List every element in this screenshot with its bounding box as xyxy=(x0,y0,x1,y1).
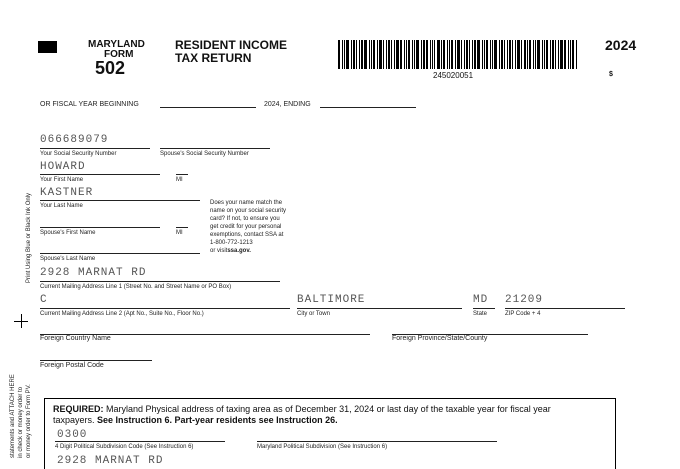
barcode-bar xyxy=(486,40,488,69)
barcode-bar xyxy=(359,40,360,69)
barcode-bar xyxy=(342,40,343,69)
barcode-bar xyxy=(356,40,357,69)
state-underline xyxy=(473,308,495,309)
spouse-ssn-field[interactable] xyxy=(160,148,270,149)
physical-address-value[interactable]: 2928 MARNAT RD xyxy=(57,455,164,467)
ink-instruction: Print Using Blue or Black Ink Only xyxy=(26,192,32,283)
barcode-bar xyxy=(560,40,563,69)
barcode-bar xyxy=(461,40,462,69)
mi-label: MI xyxy=(176,177,183,183)
barcode-bar xyxy=(507,40,508,69)
spouse-last-field[interactable] xyxy=(40,253,200,254)
barcode-bar xyxy=(386,40,387,69)
barcode-bar xyxy=(504,40,505,69)
barcode-bar xyxy=(576,40,577,69)
barcode-bar xyxy=(369,40,370,69)
barcode-bar xyxy=(564,40,566,69)
barcode-bar xyxy=(394,40,395,69)
barcode-bar xyxy=(388,40,390,69)
attach-instruction-2: in check or money order to xyxy=(18,386,24,458)
subdivision-field[interactable] xyxy=(257,441,497,442)
zip-value[interactable]: 21209 xyxy=(505,294,544,306)
barcode-bar xyxy=(371,40,372,69)
registration-mark xyxy=(21,314,22,328)
barcode-bar xyxy=(474,40,476,69)
barcode-bar xyxy=(344,40,345,69)
state-label: State xyxy=(473,311,488,317)
corner-mark xyxy=(38,41,57,53)
mi-field[interactable] xyxy=(176,174,188,175)
barcode-bar xyxy=(421,40,422,69)
spouse-ssn-label: Spouse's Social Security Number xyxy=(160,151,249,157)
ssn-underline xyxy=(40,148,150,149)
barcode-bar xyxy=(484,40,485,69)
barcode-bar xyxy=(469,40,470,69)
required-text xyxy=(53,404,551,426)
form-number: 502 xyxy=(95,58,126,78)
ssa-link[interactable]: ssa.gov. xyxy=(227,248,251,254)
barcode-bar xyxy=(558,40,559,69)
last-name-label: Your Last Name xyxy=(40,203,83,209)
barcode-bar xyxy=(400,40,402,69)
last-name-value[interactable]: KASTNER xyxy=(40,187,94,199)
ssa-note-line: get credit for your personal xyxy=(210,224,282,230)
barcode-bar xyxy=(542,40,543,69)
barcode-bar xyxy=(527,40,528,69)
barcode-bar xyxy=(482,40,483,69)
barcode-bar xyxy=(377,40,378,69)
required-line-1 xyxy=(53,404,551,415)
barcode-bar xyxy=(416,40,419,69)
foreign-country-label: Foreign Country Name xyxy=(40,335,111,342)
zip-underline xyxy=(505,308,625,309)
barcode-number: 245020051 xyxy=(433,71,474,80)
address2-label: Current Mailing Address Line 2 (Apt No., Suite No., Floor No.) xyxy=(40,311,204,317)
barcode-bar xyxy=(472,40,473,69)
spouse-first-label: Spouse's First Name xyxy=(40,230,96,236)
form-title-1: RESIDENT INCOME xyxy=(175,38,288,52)
ssn-value[interactable]: 066689079 xyxy=(40,134,109,146)
barcode-bar xyxy=(524,40,526,69)
barcode-bar xyxy=(351,40,352,69)
barcode-bar xyxy=(373,40,375,69)
fiscal-ending-label: 2024, ENDING xyxy=(264,101,311,108)
barcode-bar xyxy=(517,40,520,69)
barcode-bar xyxy=(550,40,551,69)
fiscal-begin-field[interactable] xyxy=(160,107,256,108)
required-desc: Maryland Physical address of taxing area as of December 31, 2024 or last day of the taxable year for fiscal year xyxy=(103,404,551,414)
address2-underline xyxy=(40,308,290,309)
subdivision-label: Maryland Political Subdivision (See Instruction 6) xyxy=(257,444,388,450)
ssa-note-line: Does your name match the xyxy=(210,200,283,206)
barcode-bar xyxy=(338,40,340,69)
form-state: MARYLAND xyxy=(88,39,145,50)
barcode-bar xyxy=(494,40,497,69)
foreign-postal-label: Foreign Postal Code xyxy=(40,362,104,369)
barcode-bar xyxy=(568,40,569,69)
barcode-bar xyxy=(437,40,440,69)
barcode-bar xyxy=(533,40,534,69)
required-bold: REQUIRED: xyxy=(53,404,104,414)
barcode-bar xyxy=(490,40,491,69)
ssa-note-line: 1-800-772-1213 xyxy=(210,240,253,246)
fiscal-ending-field[interactable] xyxy=(320,107,416,108)
address2-value[interactable]: C xyxy=(40,294,48,306)
barcode-bar xyxy=(406,40,407,69)
required-instruction: See Instruction 6. Part-year residents see Instruction 26. xyxy=(97,415,338,425)
barcode-bar xyxy=(441,40,442,69)
barcode-bar xyxy=(364,40,367,69)
first-name-label: Your First Name xyxy=(40,177,84,183)
barcode-bar xyxy=(544,40,545,69)
barcode-bar xyxy=(521,40,522,69)
required-section xyxy=(44,398,616,469)
last-name-underline xyxy=(40,200,200,201)
subdivision-code-label: 4 Digit Political Subdivision Code (See Instruction 6) xyxy=(55,444,194,450)
barcode-bar xyxy=(535,40,536,69)
barcode-bar xyxy=(492,40,493,69)
barcode-bar xyxy=(477,40,480,69)
barcode-bar xyxy=(383,40,384,69)
barcode-bar xyxy=(546,40,548,69)
barcode-bar xyxy=(408,40,410,69)
ssa-note-line: card? If not, to ensure you xyxy=(210,216,280,222)
tax-year: 2024 xyxy=(605,37,637,53)
barcode-bar xyxy=(426,40,428,69)
ssa-note xyxy=(210,199,286,255)
ssa-note-line: name on your social security xyxy=(210,208,287,214)
required-line-2 xyxy=(53,415,551,426)
ssa-note-line: exemptions, contact SSA at xyxy=(210,232,284,238)
address1-underline xyxy=(40,281,280,282)
barcode-bar xyxy=(414,40,415,69)
attach-instruction-3: or money order to Form PV. xyxy=(26,384,32,458)
foreign-province-label: Foreign Province/State/County xyxy=(392,335,488,342)
barcode-bar xyxy=(466,40,468,69)
state-value[interactable]: MD xyxy=(473,294,489,306)
fiscal-begin-label: OR FISCAL YEAR BEGINNING xyxy=(40,101,139,108)
barcode-bar xyxy=(432,40,433,69)
barcode-bar xyxy=(423,40,425,69)
ssn-label: Your Social Security Number xyxy=(40,151,117,157)
required-plain: taxpayers. xyxy=(53,415,98,425)
city-value[interactable]: BALTIMORE xyxy=(297,294,366,306)
spouse-mi-field[interactable] xyxy=(176,227,188,228)
barcode-bar xyxy=(451,40,453,69)
first-name-underline xyxy=(40,174,160,175)
city-underline xyxy=(297,308,462,309)
ssa-note-prefix: or visit xyxy=(210,248,228,254)
barcode-bar xyxy=(412,40,413,69)
barcode-bar xyxy=(434,40,435,69)
barcode-bar xyxy=(391,40,392,69)
barcode-bar xyxy=(396,40,399,69)
form-title-2: TAX RETURN xyxy=(175,51,252,65)
barcode-bar xyxy=(529,40,531,69)
barcode-bar xyxy=(552,40,554,69)
barcode-bar xyxy=(572,40,574,69)
attach-instruction-1: statements and ATTACH HERE xyxy=(10,374,16,458)
barcode-bar xyxy=(509,40,511,69)
subdivision-code-value[interactable]: 0300 xyxy=(57,429,88,441)
form-word: FORM xyxy=(104,49,134,60)
first-name-value[interactable]: HOWARD xyxy=(40,161,86,173)
barcode-bar xyxy=(501,40,503,69)
barcode-bar xyxy=(455,40,456,69)
barcode-bar xyxy=(449,40,450,69)
barcode-bar xyxy=(353,40,355,69)
spouse-mi-label: MI xyxy=(176,230,183,236)
barcode-bar xyxy=(346,40,349,69)
barcode-bar xyxy=(443,40,445,69)
barcode-bar xyxy=(447,40,448,69)
barcode-bar xyxy=(570,40,571,69)
foreign-postal-field[interactable] xyxy=(40,360,152,361)
barcode-bar xyxy=(430,40,431,69)
dollar-sign: $ xyxy=(609,71,613,78)
barcode-bar xyxy=(464,40,465,69)
zip-label: ZIP Code + 4 xyxy=(505,311,541,317)
ssa-note-line xyxy=(210,247,286,255)
barcode-bar xyxy=(379,40,382,69)
spouse-first-field[interactable] xyxy=(40,227,160,228)
city-label: City or Town xyxy=(297,311,330,317)
barcode-bar xyxy=(361,40,363,69)
barcode-bar xyxy=(537,40,540,69)
barcode-bar xyxy=(404,40,405,69)
barcode-bar xyxy=(457,40,460,69)
barcode-bar xyxy=(555,40,556,69)
barcode-bar xyxy=(512,40,513,69)
address1-label: Current Mailing Address Line 1 (Street No. and Street Name or PO Box) xyxy=(40,284,232,290)
subdivision-code-underline xyxy=(55,441,225,442)
address1-value[interactable]: 2928 MARNAT RD xyxy=(40,267,147,279)
barcode-bar xyxy=(499,40,500,69)
barcode-bar xyxy=(515,40,516,69)
barcode xyxy=(338,40,582,69)
spouse-last-label: Spouse's Last Name xyxy=(40,256,96,262)
